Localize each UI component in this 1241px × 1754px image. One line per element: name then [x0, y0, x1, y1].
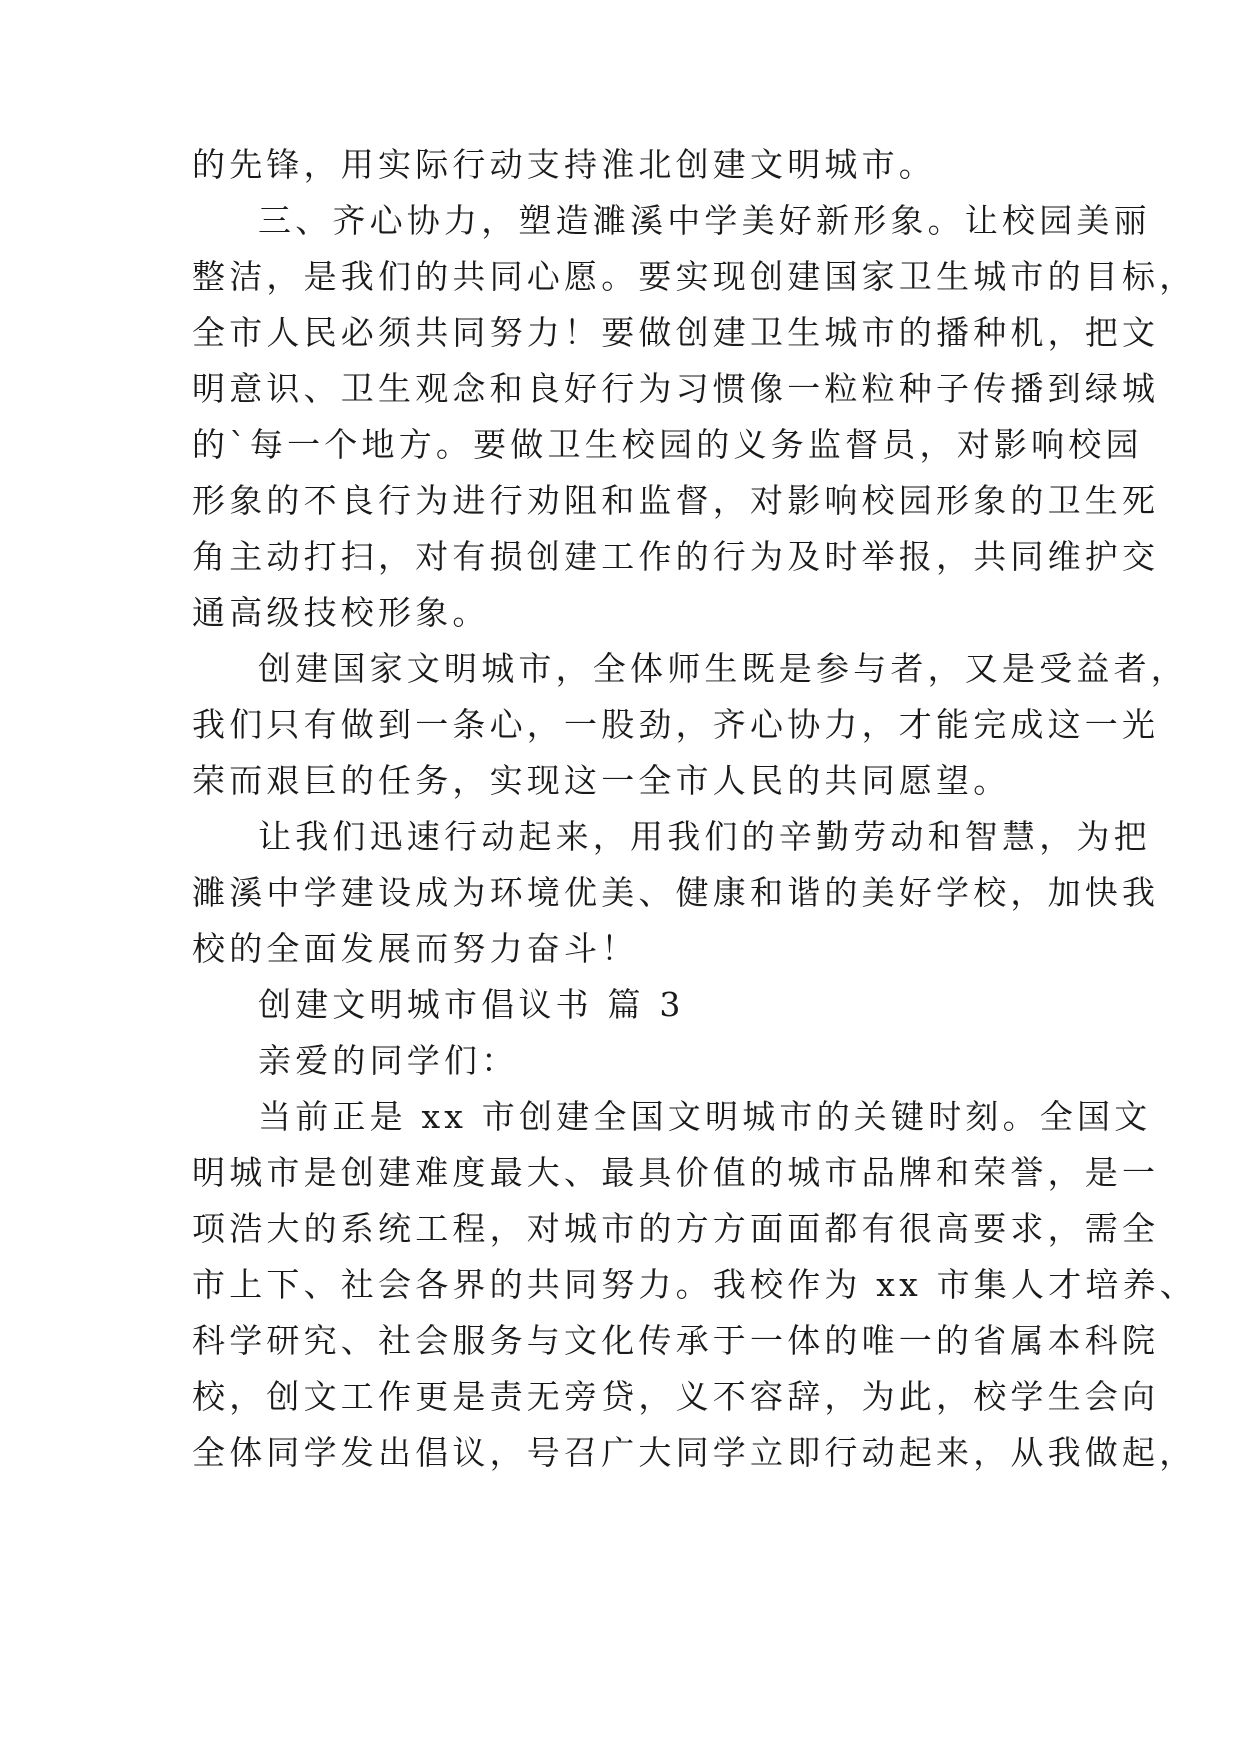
text-line: 市上下、社会各界的共同努力。我校作为 xx 市集人才培养、 — [192, 1265, 1198, 1304]
paragraph-start-line: 当前正是 xx 市创建全国文明城市的关键时刻。全国文 — [258, 1097, 1152, 1136]
text-line: 濉溪中学建设成为环境优美、健康和谐的美好学校，加快我 — [192, 873, 1160, 912]
text-line: 整洁，是我们的共同心愿。要实现创建国家卫生城市的目标， — [192, 257, 1197, 296]
text-line: 明意识、卫生观念和良好行为习惯像一粒粒种子传播到绿城 — [192, 369, 1160, 408]
text-line: 的先锋，用实际行动支持淮北创建文明城市。 — [192, 145, 936, 184]
section-heading: 创建文明城市倡议书 篇 3 — [258, 985, 685, 1024]
paragraph-start-line: 让我们迅速行动起来，用我们的辛勤劳动和智慧，为把 — [258, 817, 1151, 856]
paragraph-start-line: 创建国家文明城市，全体师生既是参与者，又是受益者， — [258, 649, 1188, 688]
text-line: 明城市是创建难度最大、最具价值的城市品牌和荣誉，是一 — [192, 1153, 1160, 1192]
text-line: 校，创文工作更是责无旁贷，义不容辞，为此，校学生会向 — [192, 1377, 1160, 1416]
text-line: 科学研究、社会服务与文化传承于一体的唯一的省属本科院 — [192, 1321, 1160, 1360]
text-line: 我们只有做到一条心，一股劲，齐心协力，才能完成这一光 — [192, 705, 1160, 744]
text-line: 校的全面发展而努力奋斗！ — [192, 929, 639, 968]
text-line: 全市人民必须共同努力！要做创建卫生城市的播种机，把文 — [192, 313, 1160, 352]
text-line: 荣而艰巨的任务，实现这一全市人民的共同愿望。 — [192, 761, 1011, 800]
salutation: 亲爱的同学们： — [258, 1041, 519, 1080]
text-line: 通高级技校形象。 — [192, 593, 490, 632]
paragraph-start-line: 三、齐心协力，塑造濉溪中学美好新形象。让校园美丽 — [258, 201, 1151, 240]
text-line: 形象的不良行为进行劝阻和监督，对影响校园形象的卫生死 — [192, 481, 1160, 520]
text-line: 的`每一个地方。要做卫生校园的义务监督员，对影响校园 — [192, 425, 1143, 464]
text-line: 角主动打扫，对有损创建工作的行为及时举报，共同维护交 — [192, 537, 1160, 576]
text-line: 全体同学发出倡议，号召广大同学立即行动起来，从我做起， — [192, 1433, 1197, 1472]
text-line: 项浩大的系统工程，对城市的方方面面都有很高要求，需全 — [192, 1209, 1160, 1248]
